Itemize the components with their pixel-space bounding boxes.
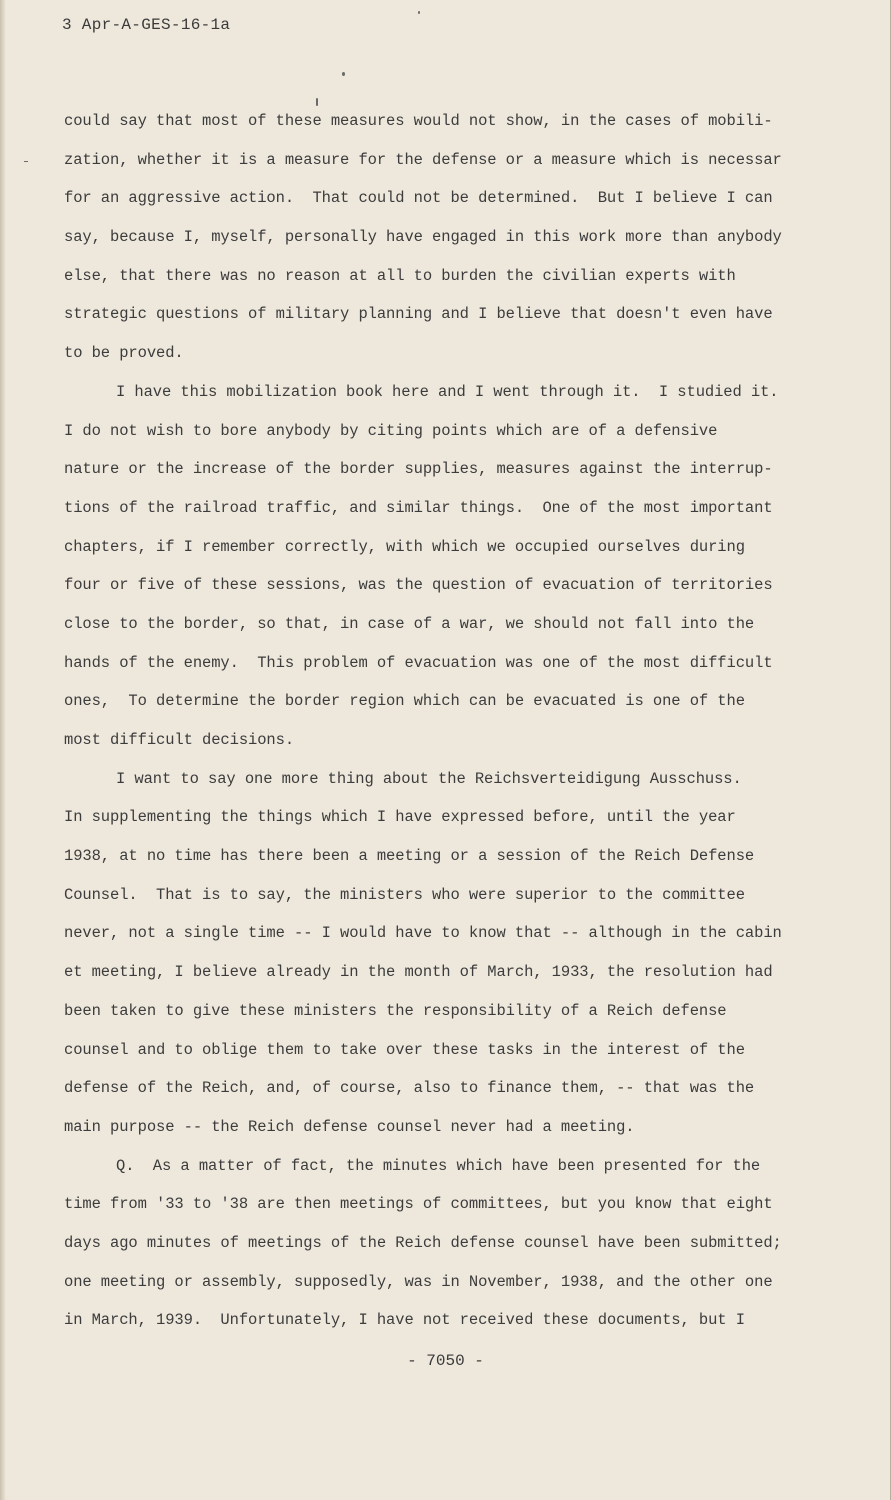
text-line: to be proved. [64,344,184,363]
ink-speck [418,11,420,14]
text-line: four or five of these sessions, was the question of evacuation of territories [64,576,773,595]
text-line: 1938, at no time has there been a meeting or a session of the Reich Defense [64,847,755,866]
text-line: Q. As a matter of fact, the minutes which have been presented for the [116,1156,761,1175]
text-line: defense of the Reich, and, of course, also to finance them, -- that was the [64,1079,755,1098]
text-line: tions of the railroad traffic, and similar things. One of the most important [64,498,773,517]
text-line: et meeting, I believe already in the month of March, 1933, the resolution had [64,963,773,982]
paragraph [64,760,824,1147]
text-line: chapters, if I remember correctly, with which we occupied ourselves during [64,537,745,556]
text-line: In supplementing the things which I have expressed before, until the year [64,808,736,827]
text-line: in March, 1939. Unfortunately, I have not received these documents, but I [64,1311,745,1330]
text-line: been taken to give these ministers the responsibility of a Reich defense [64,1001,727,1020]
paragraph [64,373,824,760]
ink-speck [342,72,345,76]
text-line: main purpose -- the Reich defense counsel never had a meeting. [64,1117,635,1136]
document-reference: 3 Apr-A-GES-16-1a [62,16,231,34]
text-line: hands of the enemy. This problem of evacuation was one of the most difficult [64,653,773,672]
text-line: for an aggressive action. That could not be determined. But I believe I can [64,189,773,208]
text-line: I want to say one more thing about the Reichsverteidigung Ausschuss. [116,769,742,788]
binding-edge [0,0,6,1500]
text-line: could say that most of these measures would not show, in the cases of mobili- [64,112,773,130]
text-line: say, because I, myself, personally have engaged in this work more than anybody [64,228,782,247]
text-line: one meeting or assembly, supposedly, was in November, 1938, and the other one [64,1272,773,1291]
paragraph [64,102,824,373]
text-line: ones, To determine the border region which can be evacuated is one of the [64,692,745,711]
text-line: nature or the increase of the border supplies, measures against the interrup- [64,460,773,479]
text-line: close to the border, so that, in case of a war, we should not fall into the [64,614,755,633]
text-line: else, that there was no reason at all to burden the civilian experts with [64,266,736,285]
text-line: Counsel. That is to say, the ministers who were superior to the committee [64,885,745,904]
paragraph [64,1147,824,1340]
text-line: time from '33 to '38 are then meetings of committees, but you know that eight [64,1195,773,1214]
text-line: never, not a single time -- I would have to know that -- although in the cabin [64,924,782,943]
text-line: most difficult decisions. [64,731,295,749]
text-line: days ago minutes of meetings of the Reich defense counsel have been submitted; [64,1233,782,1252]
text-line: I do not wish to bore anybody by citing points which are of a defensive [64,421,718,440]
text-line: zation, whether it is a measure for the defense or a measure which is necessar [64,150,782,169]
text-line: I have this mobilization book here and I went through it. I studied it. [116,382,779,401]
transcript-body [64,102,824,1340]
text-line: counsel and to oblige them to take over these tasks in the interest of the [64,1040,745,1059]
text-line: strategic questions of military planning and I believe that doesn't even have [64,305,773,324]
ink-speck [24,161,28,162]
page-number: - 7050 - [407,1352,484,1370]
